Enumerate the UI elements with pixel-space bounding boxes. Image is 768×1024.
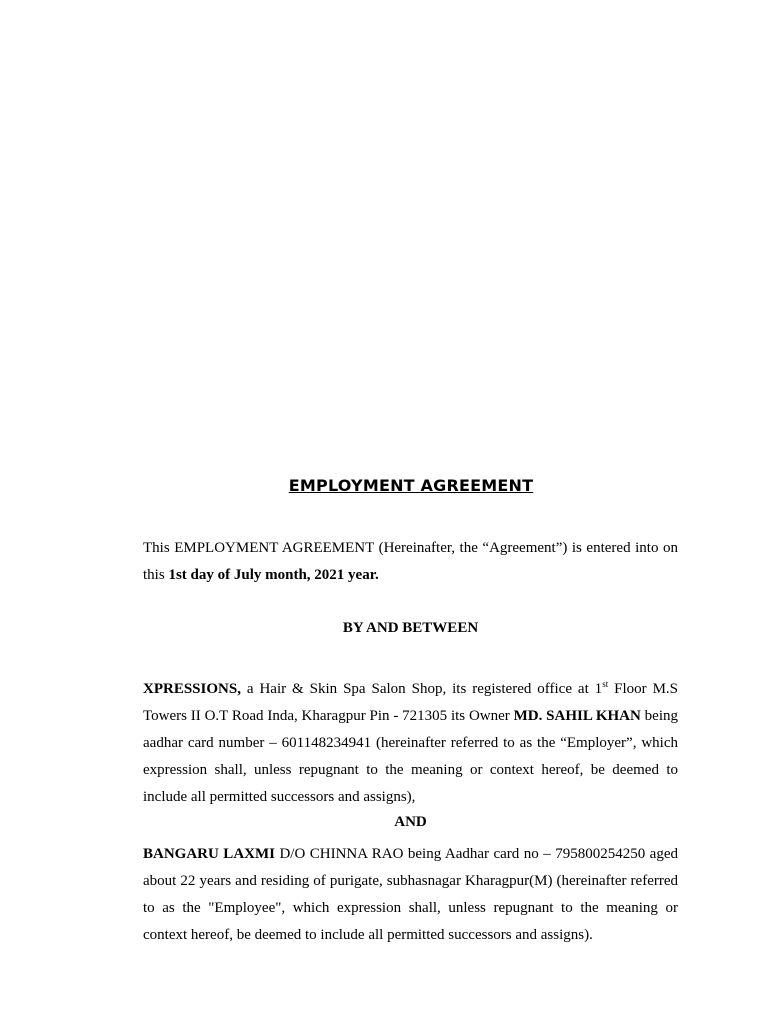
owner-name: MD. SAHIL KHAN [513, 708, 641, 724]
intro-text: This EMPLOYMENT AGREEMENT (Hereinafter, the “Agreement”) is entered into on this [143, 540, 678, 583]
employer-name: XPRESSIONS, [143, 681, 241, 697]
employee-text: D/O CHINNA RAO being Aadhar card no – 795800254250 aged about 22 years and residing of purigate, subhasnagar Kharagpur(M) (hereinafter referred to as the "Employee", which expression shall, unless repugnant to the meaning or context hereof, be deemed to include all permitted successors and assigns). [143, 846, 679, 943]
employer-text-b: Floor M.S Towers II O.T Road Inda, Kharagpur Pin - 721305 its Owner [143, 681, 678, 724]
employee-paragraph [143, 841, 678, 949]
agreement-date: 1st day of July month, 2021 year. [168, 567, 379, 583]
document-title: EMPLOYMENT AGREEMENT [288, 476, 534, 495]
employer-text-a: a Hair & Skin Spa Salon Shop, its registered office at 1 [240, 681, 603, 697]
and-separator: AND [394, 814, 427, 830]
employee-name: BANGARU LAXMI [143, 846, 275, 862]
intro-paragraph [143, 535, 678, 589]
floor-superscript: st [602, 679, 609, 689]
employer-paragraph [143, 676, 678, 811]
by-and-between-heading: BY AND BETWEEN [342, 620, 479, 636]
employer-text-c: being aadhar card number – 601148234941 (hereinafter referred to as the “Employer”, which expression shall, unless repugnant to the meaning or context hereof, be deemed to include all permitted successors and assigns), [143, 708, 678, 805]
